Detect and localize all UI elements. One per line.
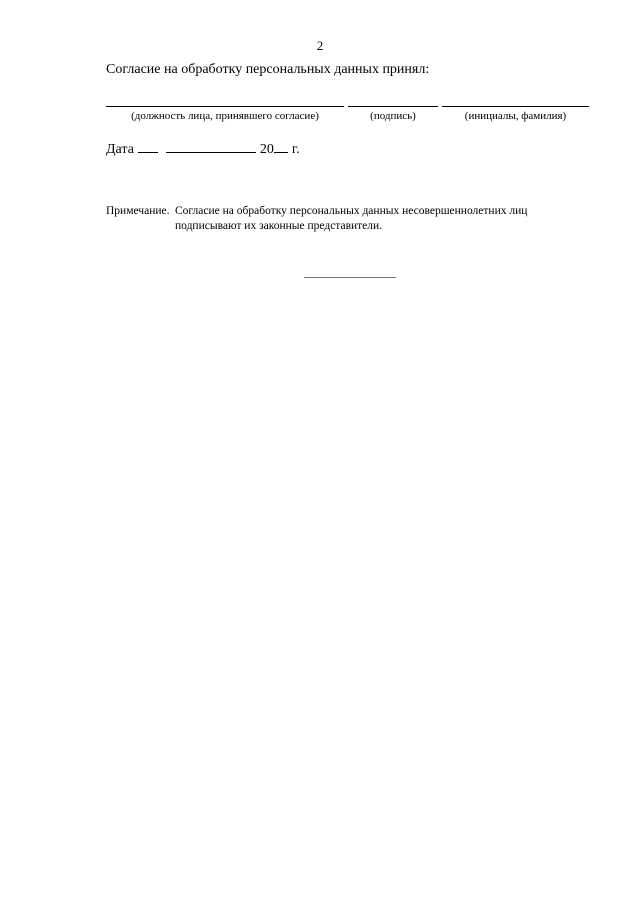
page-number: 2 bbox=[316, 38, 324, 53]
year-suffix: г. bbox=[291, 142, 300, 157]
name-blank-line bbox=[442, 106, 589, 107]
signature-blank-line bbox=[348, 106, 438, 107]
note-label: Примечание. bbox=[106, 205, 170, 217]
month-blank bbox=[166, 140, 256, 153]
name-caption: (инициалы, фамилия) bbox=[464, 110, 567, 122]
date-line bbox=[106, 140, 300, 158]
day-blank bbox=[138, 140, 158, 153]
consent-received-heading: Согласие на обработку персональных данных принял: bbox=[106, 62, 430, 77]
signature-block bbox=[106, 96, 589, 126]
position-blank-line bbox=[106, 106, 344, 107]
signature-caption: (подпись) bbox=[370, 110, 416, 122]
year-blank bbox=[274, 140, 288, 153]
position-caption: (должность лица, принявшего согласие) bbox=[131, 110, 319, 122]
end-of-document-rule bbox=[304, 277, 396, 278]
date-label: Дата bbox=[106, 142, 134, 157]
year-century: 20 bbox=[259, 142, 274, 157]
note-text: Согласие на обработку персональных данных несовершеннолетних лиц подписывают их законные представители. bbox=[175, 205, 528, 232]
